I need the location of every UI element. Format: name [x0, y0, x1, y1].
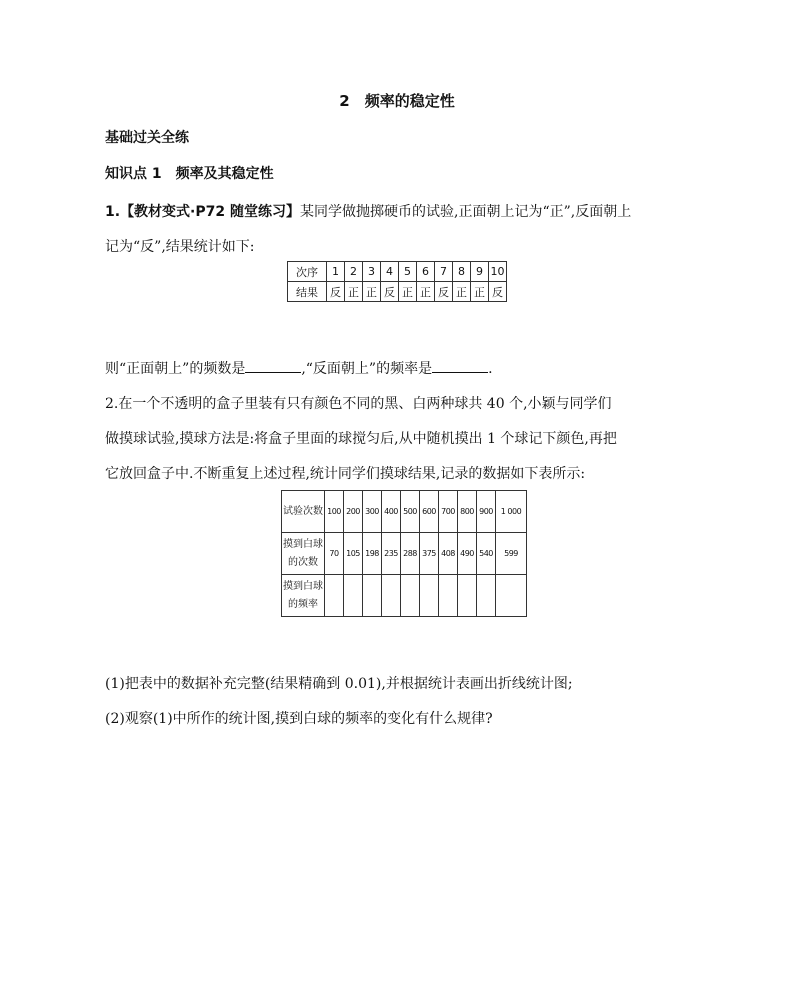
table-cell: 490	[458, 533, 477, 575]
table-cell: 正	[471, 282, 489, 302]
table-cell: 599	[496, 533, 527, 575]
q1-tag: 【教材变式·P72 随堂练习】	[120, 204, 300, 220]
q2-line3: 它放回盒子中.不断重复上述过程,统计同学们摸球结果,记录的数据如下表所示:	[105, 466, 586, 482]
table-cell: 正	[399, 282, 417, 302]
table-cell: 反	[489, 282, 507, 302]
table-cell: 1 000	[496, 491, 527, 533]
table-cell: 正	[453, 282, 471, 302]
q2-line2: 做摸球试验,摸球方法是:将盒子里面的球搅匀后,从中随机摸出 1 个球记下颜色,再把	[105, 431, 617, 447]
table-row	[288, 282, 507, 302]
empty-frequency-cell[interactable]	[477, 575, 496, 617]
table-cell: 5	[399, 262, 417, 282]
table-cell: 235	[382, 533, 401, 575]
table-cell: 200	[344, 491, 363, 533]
table-cell: 375	[420, 533, 439, 575]
table-cell: 反	[435, 282, 453, 302]
table-cell: 1	[327, 262, 345, 282]
q2-sub1: (1)把表中的数据补充完整(结果精确到 0.01),并根据统计表画出折线统计图;	[105, 676, 573, 692]
table-cell: 3	[363, 262, 381, 282]
table-header-cell: 摸到白球的次数	[282, 533, 325, 575]
section-heading: 基础过关全练	[105, 130, 189, 146]
q1-line2: 记为“反”,结果统计如下:	[105, 239, 255, 255]
table-row	[288, 262, 507, 282]
empty-frequency-cell[interactable]	[382, 575, 401, 617]
table-cell: 70	[325, 533, 344, 575]
table-header-cell: 结果	[288, 282, 327, 302]
empty-frequency-cell[interactable]	[325, 575, 344, 617]
table-cell: 540	[477, 533, 496, 575]
q2-line1: 2.在一个不透明的盒子里装有只有颜色不同的黑、白两种球共 40 个,小颖与同学们	[105, 396, 612, 412]
q1-answer-text-b: ,“反面朝上”的频率是	[301, 361, 433, 377]
q1-answer-line	[105, 358, 493, 378]
q2-sub2: (2)观察(1)中所作的统计图,摸到白球的频率的变化有什么规律?	[105, 711, 493, 727]
table-cell: 2	[345, 262, 363, 282]
table-cell: 800	[458, 491, 477, 533]
table-cell: 6	[417, 262, 435, 282]
table-cell: 198	[363, 533, 382, 575]
answer-blank-2[interactable]	[432, 360, 488, 373]
table-header-cell: 试验次数	[282, 491, 325, 533]
knowledge-point-heading: 知识点 1 频率及其稳定性	[105, 166, 274, 182]
empty-frequency-cell[interactable]	[439, 575, 458, 617]
q1-number: 1.	[105, 204, 121, 220]
table-cell: 反	[381, 282, 399, 302]
table-cell: 9	[471, 262, 489, 282]
table-cell: 105	[344, 533, 363, 575]
table-cell: 700	[439, 491, 458, 533]
table-cell: 500	[401, 491, 420, 533]
table-cell: 正	[345, 282, 363, 302]
table-cell: 300	[363, 491, 382, 533]
page-title: 2 频率的稳定性	[339, 92, 455, 110]
table-cell: 7	[435, 262, 453, 282]
empty-frequency-cell[interactable]	[458, 575, 477, 617]
table-row	[282, 575, 527, 617]
table-cell: 4	[381, 262, 399, 282]
empty-frequency-cell[interactable]	[363, 575, 382, 617]
table-row	[282, 491, 527, 533]
table-cell: 反	[327, 282, 345, 302]
table-cell: 10	[489, 262, 507, 282]
table-cell: 正	[363, 282, 381, 302]
q1-line1	[105, 201, 631, 221]
table-header-cell: 次序	[288, 262, 327, 282]
empty-frequency-cell[interactable]	[344, 575, 363, 617]
q1-answer-text-c: .	[488, 361, 493, 377]
empty-frequency-cell[interactable]	[496, 575, 527, 617]
table-cell: 408	[439, 533, 458, 575]
empty-frequency-cell[interactable]	[420, 575, 439, 617]
ball-draw-table	[281, 490, 527, 617]
coin-result-table	[287, 261, 507, 302]
table-cell: 600	[420, 491, 439, 533]
table-cell: 400	[382, 491, 401, 533]
table-cell: 100	[325, 491, 344, 533]
q1-answer-text-a: 则“正面朝上”的频数是	[105, 361, 246, 377]
table-cell: 正	[417, 282, 435, 302]
table-cell: 900	[477, 491, 496, 533]
q1-text: 某同学做抛掷硬币的试验,正面朝上记为“正”,反面朝上	[300, 204, 632, 220]
answer-blank-1[interactable]	[245, 360, 301, 373]
table-cell: 288	[401, 533, 420, 575]
table-row	[282, 533, 527, 575]
table-header-cell: 摸到白球的频率	[282, 575, 325, 617]
empty-frequency-cell[interactable]	[401, 575, 420, 617]
table-cell: 8	[453, 262, 471, 282]
